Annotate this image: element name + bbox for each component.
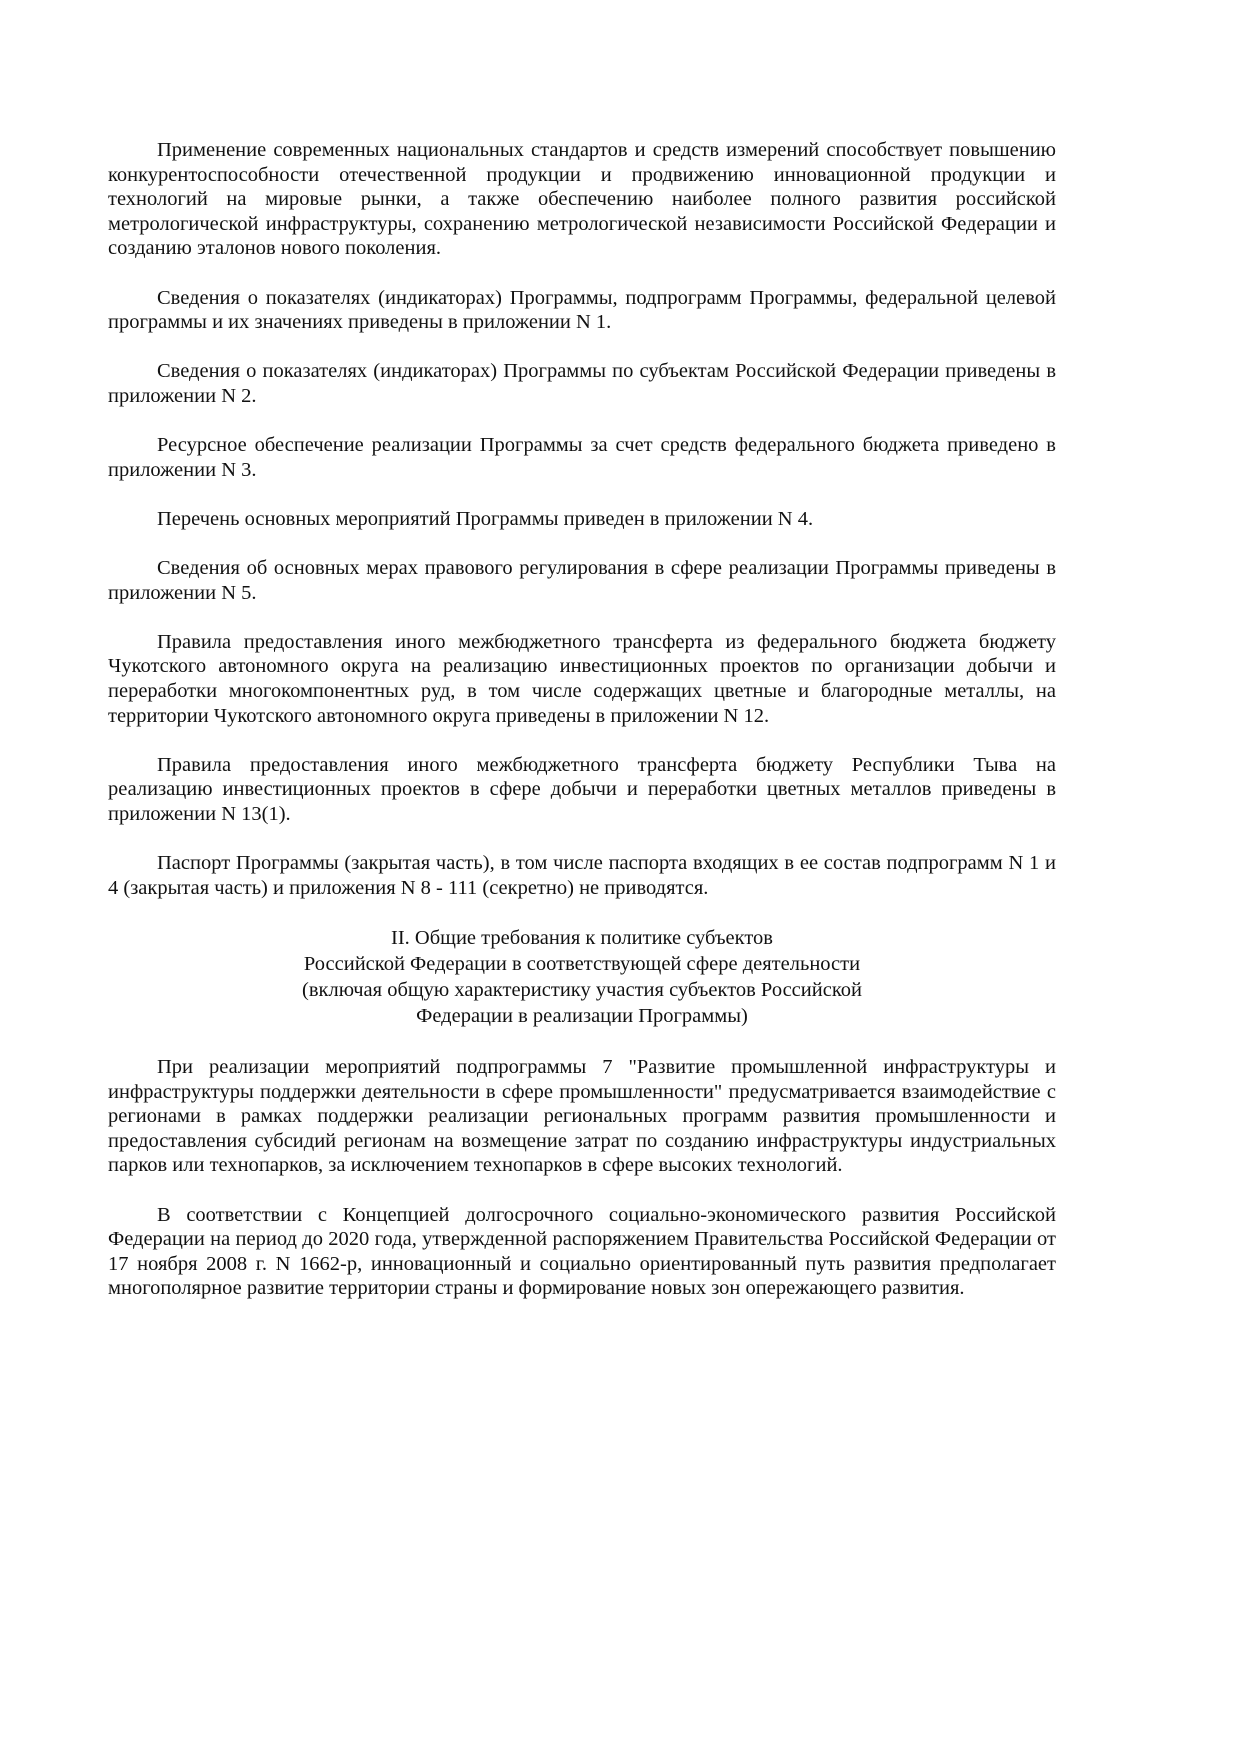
paragraph: Паспорт Программы (закрытая часть), в том числе паспорта входящих в ее состав подпрограмм N 1 и 4 (закрытая часть) и приложения N 8 - 111 (секретно) не приводятся. (108, 852, 1056, 899)
paragraph: Перечень основных мероприятий Программы приведен в приложении N 4. (157, 507, 814, 530)
paragraph: Ресурсное обеспечение реализации Программы за счет средств федерального бюджета приведено в приложении N 3. (108, 434, 1056, 481)
paragraph: Сведения о показателях (индикаторах) Программы по субъектам Российской Федерации приведены в приложении N 2. (108, 360, 1056, 407)
heading-line: (включая общую характеристику участия субъектов Российской (302, 979, 862, 1001)
paragraph: Правила предоставления иного межбюджетного трансферта из федерального бюджета бюджету Чукотского автономного округа на реализацию инвестиционных проектов по организации добычи и переработки многокомпонентных руд, в том числе содержащих цветные и благородные металлы, на территории Чукотского автономного округа приведены в приложении N 12. (108, 630, 1056, 727)
paragraph: При реализации мероприятий подпрограммы 7 "Развитие промышленной инфраструктуры и инфраструктуры поддержки деятельности в сфере промышленности" предусматривается взаимодействие с регионами в рамках поддержки реализации региональных программ развития промышленности и предоставления субсидий регионам на возмещение затрат по созданию инфраструктуры индустриальных парков или технопарков, за исключением технопарков в сфере высоких технологий. (108, 1056, 1056, 1177)
heading-line: Федерации в реализации Программы) (416, 1005, 748, 1027)
paragraph: Применение современных национальных стандартов и средств измерений способствует повышению конкурентоспособности отечественной продукции и продвижению инновационной продукции и технологий на мировые рынки, а также обеспечению наиболее полного развития российской метрологической инфраструктуры, сохранению метрологической независимости Российской Федерации и созданию эталонов нового поколения. (108, 139, 1056, 260)
heading-line: II. Общие требования к политике субъектов (391, 927, 773, 949)
paragraph: Сведения об основных мерах правового регулирования в сфере реализации Программы приведены в приложении N 5. (108, 557, 1056, 604)
paragraph: Правила предоставления иного межбюджетного трансферта бюджету Республики Тыва на реализацию инвестиционных проектов в сфере добычи и переработки цветных металлов приведены в приложении N 13(1). (108, 753, 1056, 826)
document-page (108, 138, 1056, 1326)
paragraph: В соответствии с Концепцией долгосрочного социально-экономического развития Российской Федерации на период до 2020 года, утвержденной распоряжением Правительства Российской Федерации от 17 ноября 2008 г. N 1662-р, инновационный и социально ориентированный путь развития предполагает многополярное развитие территории страны и формирование новых зон опережающего развития. (108, 1203, 1056, 1300)
heading-line: Российской Федерации в соответствующей сфере деятельности (303, 953, 861, 975)
section-heading (108, 925, 1056, 1029)
paragraph: Сведения о показателях (индикаторах) Программы, подпрограмм Программы, федеральной целевой программы и их значениях приведены в приложении N 1. (108, 286, 1056, 334)
